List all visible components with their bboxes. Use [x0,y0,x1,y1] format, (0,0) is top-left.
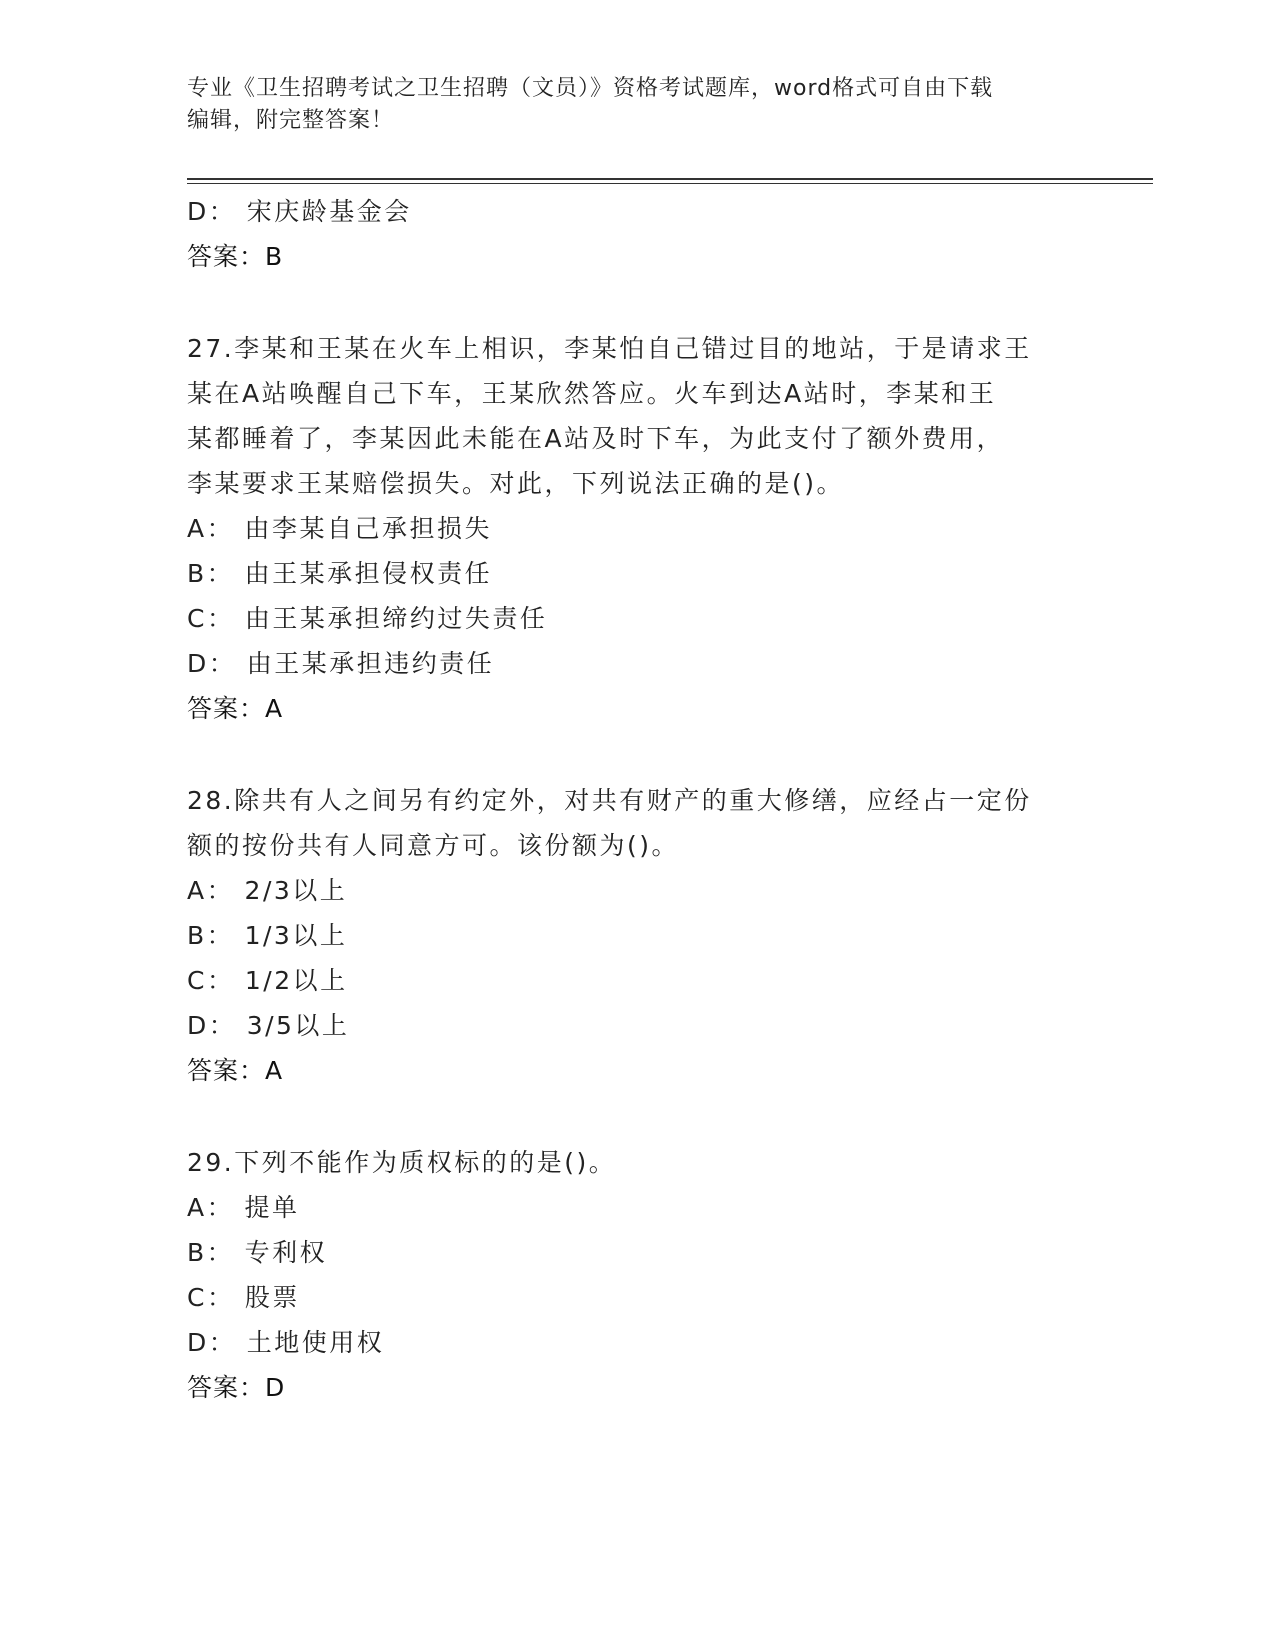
answer-line: 答案：A [187,1056,284,1085]
question-stem-line: 某在A站唤醒自己下车，王某欣然答应。火车到达A站时，李某和王 [187,379,997,408]
spacer [187,279,1087,326]
option-d: D： 3/5以上 [187,1011,350,1040]
option-a: A： 2/3以上 [187,876,348,905]
question-stem-line: 29.下列不能作为质权标的的是()。 [187,1148,617,1177]
question-stem-line: 李某要求王某赔偿损失。对此，下列说法正确的是()。 [187,469,845,498]
option-d: D： 宋庆龄基金会 [187,197,412,226]
option-a: A： 提单 [187,1193,300,1222]
answer-line: 答案：D [187,1373,286,1402]
header-divider-thick [187,178,1153,180]
option-c: C： 1/2以上 [187,966,348,995]
question-stem-line: 28.除共有人之间另有约定外，对共有财产的重大修缮，应经占一定份 [187,786,1032,815]
question-content [187,189,1087,1410]
question-stem-line: 某都睡着了，李某因此未能在A站及时下车，为此支付了额外费用， [187,424,1005,453]
header-line-1: 专业《卫生招聘考试之卫生招聘（文员）》资格考试题库，word格式可自由下载 [187,76,994,101]
option-b: B： 由王某承担侵权责任 [187,559,493,588]
header-line-2: 编辑，附完整答案！ [187,108,395,133]
answer-line: 答案：A [187,694,284,723]
option-d: D： 土地使用权 [187,1328,385,1357]
option-b: B： 专利权 [187,1238,328,1267]
option-c: C： 股票 [187,1283,300,1312]
option-c: C： 由王某承担缔约过失责任 [187,604,548,633]
header-divider-thin [187,183,1153,184]
prev-question [187,189,1087,279]
document-header [187,73,1087,137]
question-27 [187,326,1087,731]
question-stem-line: 额的按份共有人同意方可。该份额为()。 [187,831,680,860]
option-d: D： 由王某承担违约责任 [187,649,495,678]
question-stem-line: 27.李某和王某在火车上相识，李某怕自己错过目的地站，于是请求王 [187,334,1032,363]
answer-line: 答案：B [187,242,284,271]
spacer [187,731,1087,778]
option-b: B： 1/3以上 [187,921,348,950]
spacer [187,1093,1087,1140]
option-a: A： 由李某自己承担损失 [187,514,493,543]
question-29 [187,1140,1087,1410]
question-28 [187,778,1087,1093]
